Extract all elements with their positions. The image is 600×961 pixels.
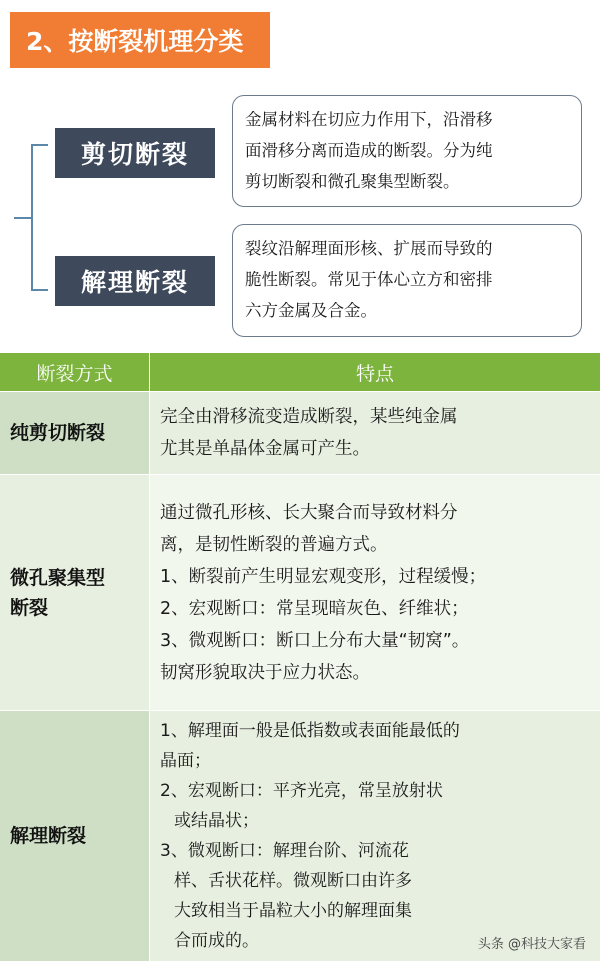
description-line: 脆性断裂。常见于体心立方和密排	[245, 270, 493, 289]
brace-connector	[8, 140, 48, 300]
feature-line: 离，是韧性断裂的普遍方式。	[160, 534, 388, 555]
table-row	[0, 474, 600, 710]
watermark: 头条 @科技大家看	[477, 937, 586, 952]
category-cleavage-fracture: 解理断裂	[55, 256, 215, 306]
cleavage-fracture-description	[232, 224, 582, 337]
row-name	[0, 392, 150, 474]
fracture-table	[0, 353, 600, 961]
row-name-text: 微孔聚集型	[10, 566, 106, 589]
feature-line: 大致相当于晶粒大小的解理面集	[174, 901, 412, 921]
feature-line: 晶面；	[160, 751, 211, 771]
description-line: 裂纹沿解理面形核、扩展而导致的	[245, 239, 493, 258]
section-title: 2、按断裂机理分类	[10, 12, 270, 68]
feature-line: 通过微孔形核、长大聚合而导致材料分	[160, 502, 458, 523]
feature-line: 2、宏观断口：常呈现暗灰色、纤维状；	[160, 598, 469, 619]
category-shear-fracture: 剪切断裂	[55, 128, 215, 178]
feature-line: 样、舌状花样。微观断口由许多	[174, 871, 412, 891]
feature-line: 合而成的。	[174, 931, 259, 951]
header-features: 特点	[355, 362, 394, 385]
feature-line: 尤其是单晶体金属可产生。	[160, 439, 370, 459]
description-line: 六方金属及合金。	[245, 301, 377, 320]
shear-fracture-description	[232, 95, 582, 207]
feature-line: 韧窝形貌取决于应力状态。	[160, 662, 370, 683]
feature-line: 1、解理面一般是低指数或表面能最低的	[160, 721, 460, 741]
row-name-text: 纯剪切断裂	[10, 422, 106, 444]
row-name-text: 断裂	[10, 596, 49, 619]
row-name	[0, 711, 150, 961]
feature-line: 完全由滑移流变造成断裂，某些纯金属	[160, 407, 458, 427]
table-header	[0, 353, 600, 391]
feature-line: 1、断裂前产生明显宏观变形，过程缓慢；	[160, 566, 487, 587]
description-line: 剪切断裂和微孔聚集型断裂。	[245, 172, 460, 191]
row-features	[150, 711, 600, 961]
row-name	[0, 475, 150, 710]
description-line: 金属材料在切应力作用下，沿滑移	[245, 110, 493, 129]
table-row	[0, 391, 600, 474]
feature-line: 3、微观断口：断口上分布大量“韧窝”。	[160, 630, 470, 651]
feature-line: 或结晶状；	[174, 811, 259, 831]
description-line: 面滑移分离而造成的断裂。分为纯	[245, 141, 493, 160]
feature-line: 3、微观断口：解理台阶、河流花	[160, 841, 409, 861]
feature-line: 2、宏观断口：平齐光亮，常呈放射状	[160, 781, 443, 801]
row-features	[150, 392, 600, 474]
table-row	[0, 710, 600, 961]
header-mode: 断裂方式	[0, 353, 150, 391]
row-name-text: 解理断裂	[10, 825, 87, 847]
row-features	[150, 475, 600, 710]
